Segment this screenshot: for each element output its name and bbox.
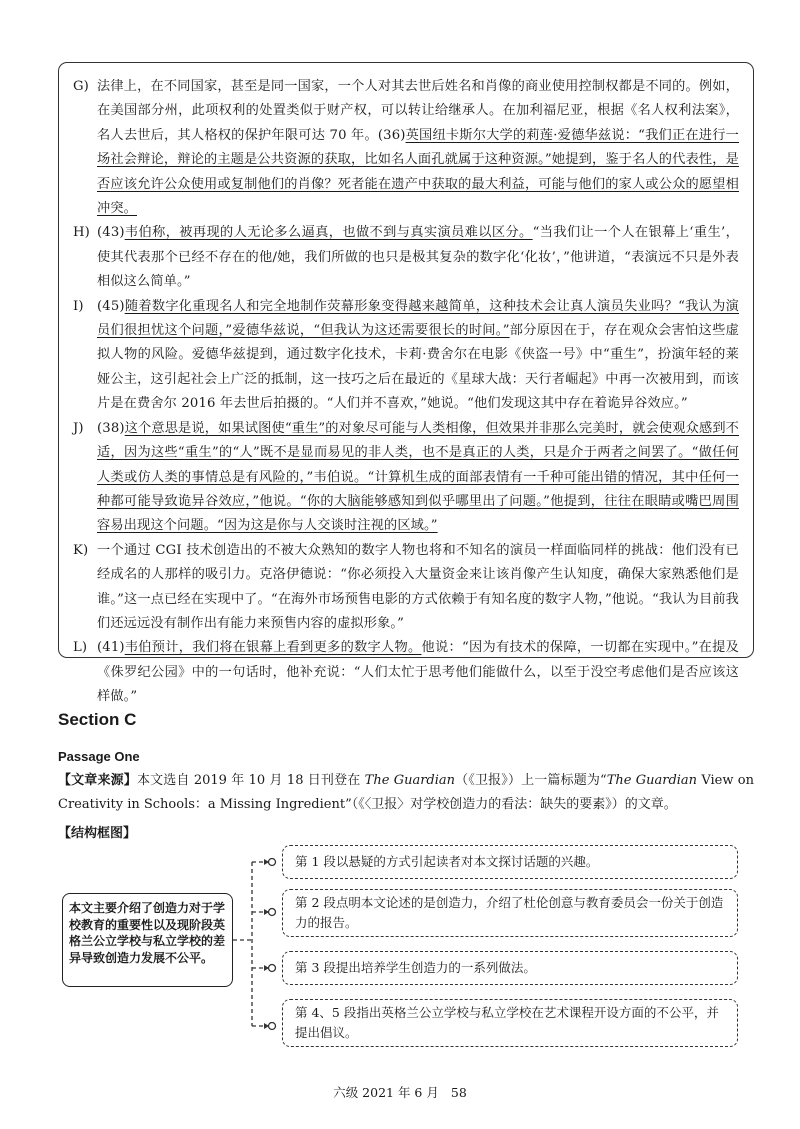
source-text-c: View on Creativity in Schools：a Missing Ingredient”（《〈卫报〉对学校创造力的看法：缺失的要素》）的文章。 [58, 773, 754, 812]
paragraph-text-part: 一个通过 CGI 技术创造出的不被大众熟知的数字人物也将和不知名的演员一样面临同样的挑战：他们没有已经成名的人那样的吸引力。克洛伊德说：“你必须投入大量资金来让该肖像产生认知度，确保大家熟悉他们是谁。”这一点已经在实现中了。“在海外市场预售电影的方式依赖于有知名度的数字人物，”他说。“我认为目前我们还远远没有制作出有能力来预售内容的虚拟形象。” [97, 542, 739, 631]
source-text-b: （《卫报》）上一篇标题为“ [455, 773, 607, 788]
source-tag: 【文章来源】 [58, 772, 137, 787]
page-footer [0, 1083, 800, 1101]
structure-item-3: 第 3 段提出培养学生创造力的一系列做法。 [282, 951, 738, 985]
source-title-italic: The Guardian [606, 773, 698, 788]
footer-label: 六级 2021 年 6 月 [333, 1085, 439, 1100]
main-summary-box: 本文主要介绍了创造力对于学校教育的重要性以及现阶段英格兰公立学校与私立学校的差异导致创造力发展不公平。 [62, 893, 233, 987]
paragraph-label: H) [73, 225, 90, 241]
structure-item-4: 第 4、5 段指出英格兰公立学校与私立学校在艺术课程开设方面的不公平，并提出倡议。 [282, 999, 738, 1047]
paragraph-label: G) [73, 79, 89, 94]
paragraph-text-part: 部分原因在于，存在观众会害怕这些虚拟人物的风险。爱德华兹提到，通过数字化技术，卡莉·费舍尔在电影《侠盗一号》中“重生”，扮演年轻的莱娅公主，这引起社会上广泛的抵制，这一技巧之后在最近的《星球大战：天行者崛起》中再一次被用到，而该片是在费舍尔 2016 年去世后拍摄的。“人们并不喜欢，”她说。“他们发现这其中存在着诡异谷效应。” [97, 323, 739, 412]
underlined-answer-text: 随着数字化重现名人和完全地制作荧幕形象变得越来越简单，这种技术会让真人演员失业吗？“我认为演员们很担忧这个问题，”爱德华兹说，“但我认为这还需要很长的时间。” [97, 298, 739, 339]
paragraph-label: I) [73, 298, 84, 314]
underlined-answer-text: 韦伯预计，我们将在银幕上看到更多的数字人物。 [124, 640, 422, 656]
connector-dot-1 [269, 859, 276, 866]
source-paper: The Guardian [364, 773, 456, 788]
paragraph-text-part: “当我们让一个人在银幕上‘重生’，使其代表那个已经不存在的他/她，我们所做的也只是极其复杂的数字化‘化妆’，”他讲道，“表演远不只是外表相似这么简单。” [97, 225, 739, 290]
structure-item-1: 第 1 段以悬疑的方式引起读者对本文探讨话题的兴趣。 [282, 845, 738, 879]
source-text-a: 本文选自 2019 年 10 月 18 日刊登在 [136, 773, 365, 788]
paragraph-label: K) [73, 542, 89, 558]
structure-item-2: 第 2 段点明本文论述的是创造力，介绍了杜伦创意与教育委员会一份关于创造力的报告。 [282, 889, 738, 937]
paragraph-text-part: 法律上，在不同国家，甚至是同一国家，一个人对其去世后姓名和肖像的商业使用控制权都是不同的。例如，在美国部分州，此项权利的处置类似于财产权，可以转让给继承人。在加利福尼亚，根据《名人权利法案》，名人去世后，其人格权的保护年限可达 70 年。(36) [97, 79, 739, 143]
connector-dot-4 [269, 1023, 276, 1030]
connector-dot-2 [269, 909, 276, 916]
passage-label: Passage One [58, 749, 140, 764]
arrow-head-2 [264, 909, 269, 915]
paragraph-text-part: (43) [97, 225, 125, 241]
arrow-head-3 [264, 965, 269, 971]
paragraph-text-part: (45) [97, 298, 125, 314]
paragraph-text-part: (41) [97, 640, 125, 656]
arrow-head-1 [264, 859, 269, 865]
arrow-head-4 [264, 1023, 269, 1029]
page-number: 58 [450, 1085, 467, 1100]
structure-framework-label: 【结构框图】 [58, 825, 137, 840]
paragraph-label: J) [73, 420, 84, 436]
paragraph-label: L) [73, 640, 88, 656]
underlined-answer-text: 英国纽卡斯尔大学的莉莲·爱德华兹说：“我们正在进行一场社会辩论，辩论的主题是公共资源的获取，比如名人面孔就属于这种资源。”她提到，鉴于名人的代表性，是否应该允许公众使用或复制他们的肖像？死者能在遗产中获取的最大利益，可能与他们的家人或公众的愿望相冲突。 [97, 127, 739, 217]
underlined-answer-text: 韦伯称，被再现的人无论多么逼真，也做不到与真实演员难以区分。 [124, 225, 533, 241]
underlined-answer-text: 这个意思是说，如果试图使“重生”的对象尽可能与人类相像，但效果并非那么完美时，就会使观众感到不适，因为这些“重生”的“人”既不是显而易见的非人类，也不是真正的人类，只是介于两者之间罢了。“做任何人类或仿人类的事情总是有风险的，”韦伯说。“计算机生成的面部表情有一千种可能出错的情况，其中任何一种都可能导致诡异谷效应，”他说。“你的大脑能够感知到似乎哪里出了问题。”他提到，往往在眼睛或嘴巴周围容易出现这个问题。“因为这是你与人交谈时注视的区域。” [97, 420, 739, 534]
paragraph-text-part: (38) [97, 420, 125, 436]
paragraph-text-part: 他说：“因为有技术的保障，一切都在实现中。”在提及《侏罗纪公园》中的一句话时，他补充说：“人们太忙于思考他们能做什么，以至于没空考虑他们是否应该这样做。” [97, 640, 739, 705]
connector-dot-3 [269, 965, 276, 972]
section-title: Section C [58, 710, 137, 729]
